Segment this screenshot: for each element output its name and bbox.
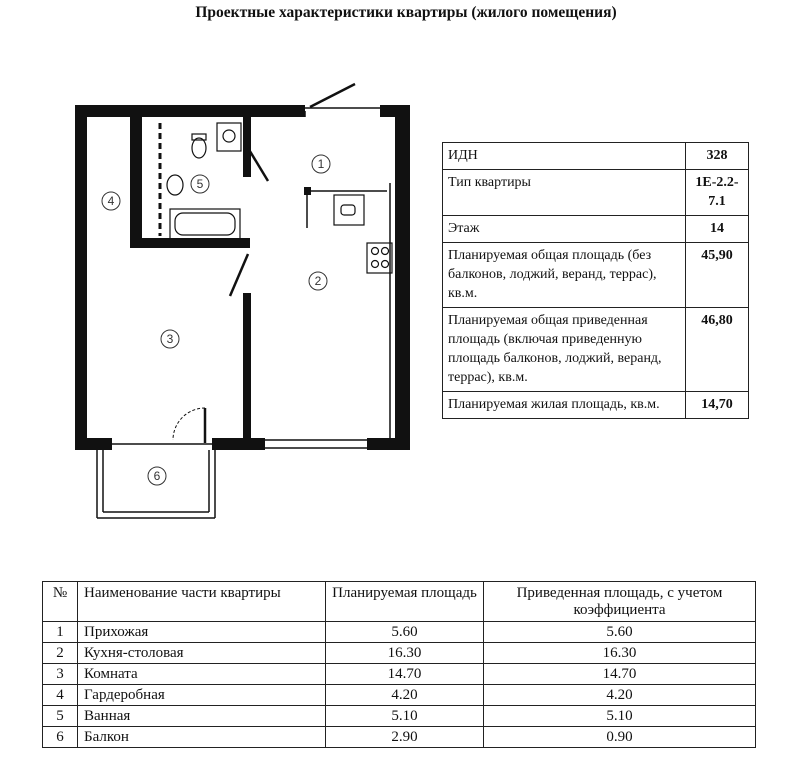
spec-label: Тип квартиры: [443, 170, 686, 216]
table-row: [43, 727, 756, 748]
plan-doors: [205, 84, 355, 443]
spec-row: [443, 170, 749, 216]
row-reduced: 0.90: [484, 727, 756, 748]
spec-label: Планируемая общая площадь (без балконов, лоджий, веранд, террас), кв.м.: [443, 243, 686, 308]
spec-label: Этаж: [443, 216, 686, 243]
row-planned: 5.10: [326, 706, 484, 727]
spec-row: [443, 216, 749, 243]
table-row: [43, 622, 756, 643]
row-num: 6: [43, 727, 78, 748]
row-planned: 16.30: [326, 643, 484, 664]
row-planned: 5.60: [326, 622, 484, 643]
row-num: 2: [43, 643, 78, 664]
row-reduced: 4.20: [484, 685, 756, 706]
col-header-num: №: [43, 582, 78, 622]
row-name: Ванная: [78, 706, 326, 727]
spec-table: [442, 142, 749, 419]
row-reduced: 5.60: [484, 622, 756, 643]
spec-value: 45,90: [686, 243, 749, 308]
spec-row: [443, 308, 749, 392]
spec-label: Планируемая общая приведенная площадь (включая приведенную площадь балконов, лоджий, веранд, террас), кв.м.: [443, 308, 686, 392]
spec-value: 328: [686, 143, 749, 170]
table-row: [43, 685, 756, 706]
spec-value: 14: [686, 216, 749, 243]
row-name: Прихожая: [78, 622, 326, 643]
spec-label: ИДН: [443, 143, 686, 170]
areas-header-row: [43, 582, 756, 622]
spec-value: 14,70: [686, 392, 749, 419]
row-planned: 4.20: [326, 685, 484, 706]
col-header-reduced: Приведенная площадь, с учетом коэффициента: [484, 582, 756, 622]
row-planned: 2.90: [326, 727, 484, 748]
table-row: [43, 643, 756, 664]
room-label-3: 3: [166, 332, 174, 346]
col-header-planned: Планируемая площадь: [326, 582, 484, 622]
plan-walls: [75, 105, 410, 450]
row-reduced: 16.30: [484, 643, 756, 664]
spec-row: [443, 243, 749, 308]
floor-plan: [72, 78, 417, 523]
row-name: Комната: [78, 664, 326, 685]
row-reduced: 5.10: [484, 706, 756, 727]
plan-fixtures: [167, 123, 392, 273]
room-label-2: 2: [314, 274, 322, 288]
row-name: Балкон: [78, 727, 326, 748]
spec-label: Планируемая жилая площадь, кв.м.: [443, 392, 686, 419]
room-label-1: 1: [317, 157, 325, 171]
row-reduced: 14.70: [484, 664, 756, 685]
spec-row: [443, 392, 749, 419]
row-num: 4: [43, 685, 78, 706]
areas-table: [42, 581, 756, 748]
room-label-5: 5: [196, 177, 204, 191]
row-name: Гардеробная: [78, 685, 326, 706]
row-num: 1: [43, 622, 78, 643]
page-title: Проектные характеристики квартиры (жилого помещения): [195, 4, 617, 21]
room-label-6: 6: [153, 469, 161, 483]
row-name: Кухня-столовая: [78, 643, 326, 664]
spec-row: [443, 143, 749, 170]
col-header-name: Наименование части квартиры: [78, 582, 326, 622]
row-num: 5: [43, 706, 78, 727]
room-label-4: 4: [107, 194, 115, 208]
spec-value: 46,80: [686, 308, 749, 392]
row-planned: 14.70: [326, 664, 484, 685]
table-row: [43, 706, 756, 727]
row-num: 3: [43, 664, 78, 685]
spec-value: 1Е-2.2-7.1: [686, 170, 749, 216]
table-row: [43, 664, 756, 685]
